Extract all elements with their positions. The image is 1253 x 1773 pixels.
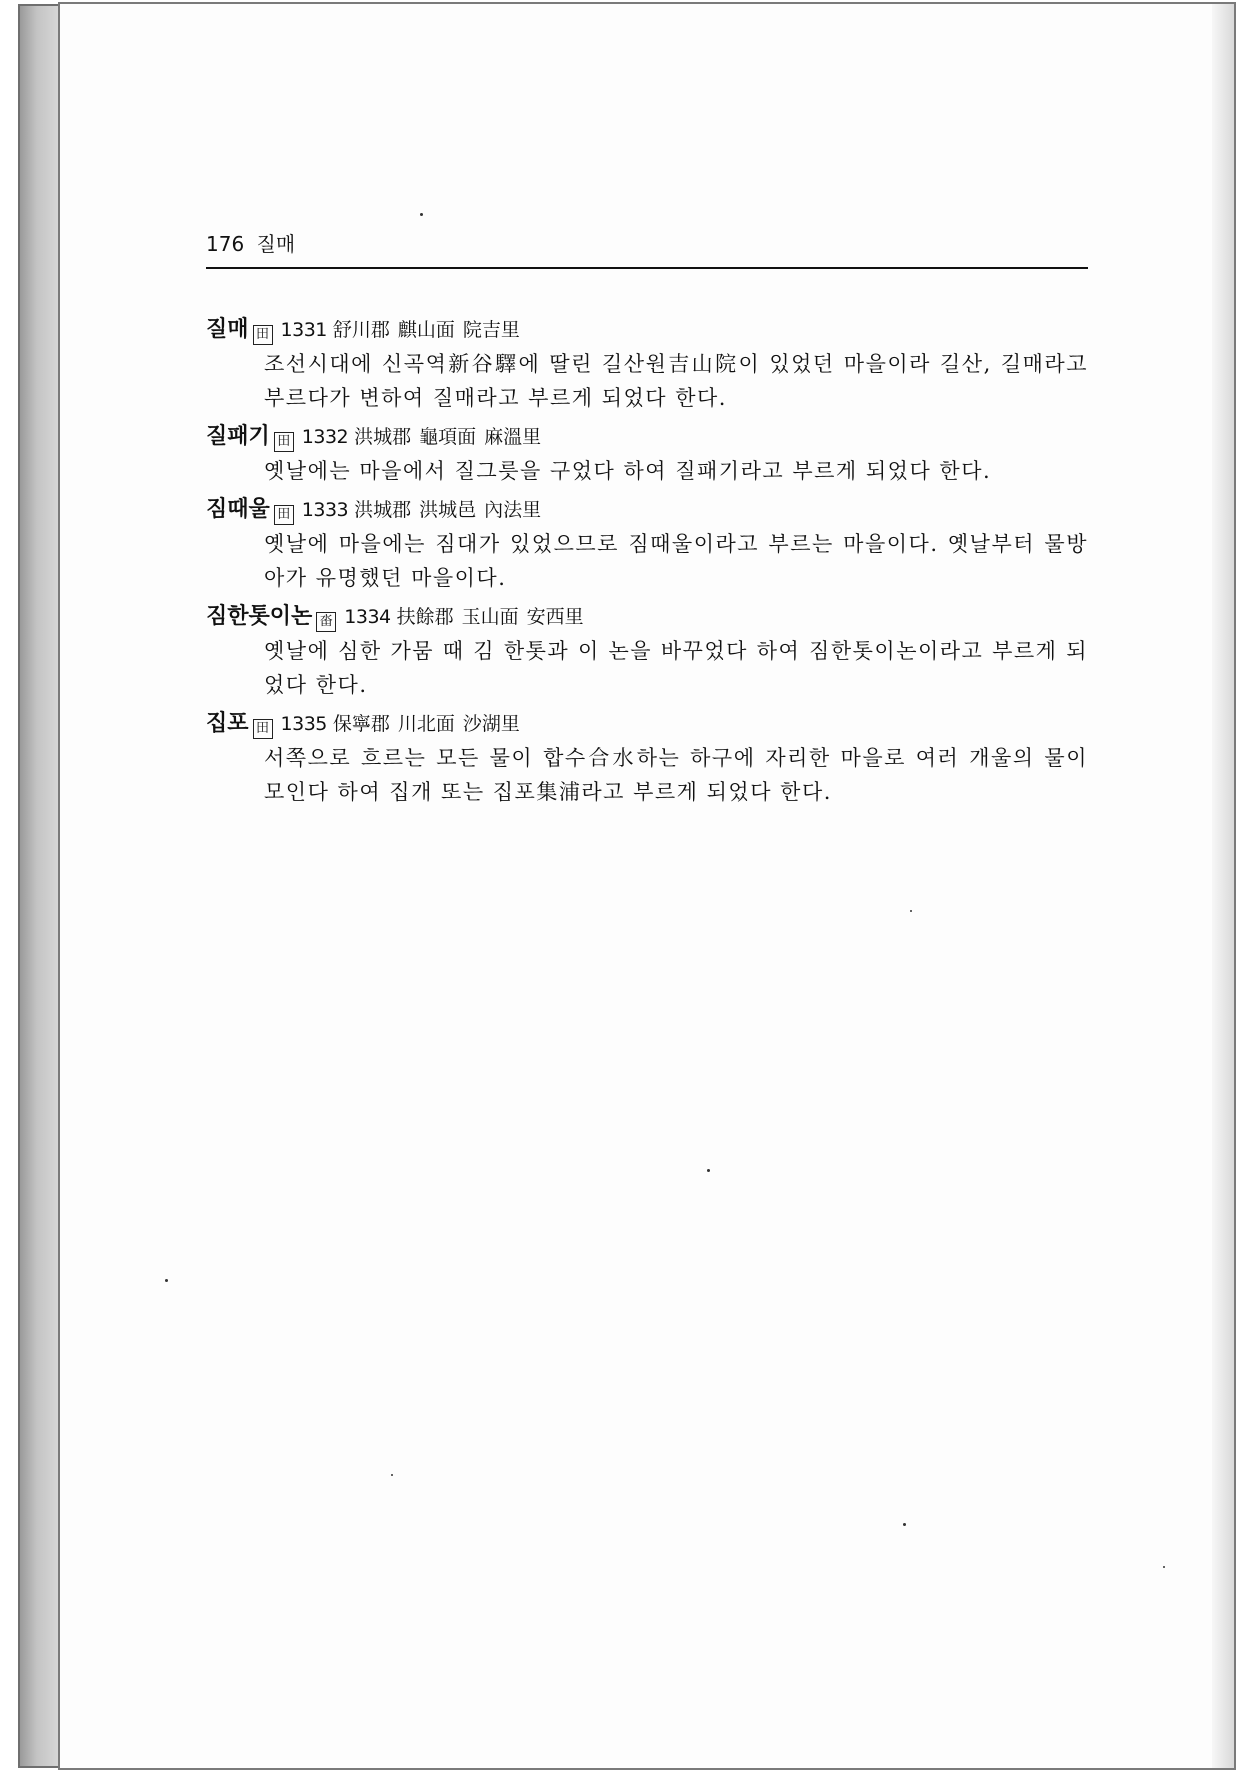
- entry: [206, 312, 1088, 415]
- entry-county: 舒川郡: [332, 319, 390, 341]
- entry-headline: [206, 419, 1088, 454]
- scan-speck: [903, 1523, 906, 1526]
- entry-headword: 짐한톳이논: [206, 603, 313, 629]
- entry-headline: [206, 706, 1088, 741]
- page-edge-shadow: [1212, 4, 1234, 1768]
- entry-code: 1335: [280, 713, 327, 735]
- entry-village: 沙湖里: [462, 713, 520, 735]
- entry-description: 조선시대에 신곡역新谷驛에 딸린 길산원吉山院이 있었던 마을이라 길산, 길매라고 부르다가 변하여 질매라고 부르게 되었다 한다.: [264, 352, 1088, 410]
- entry-code: 1332: [301, 426, 349, 448]
- scan-speck: [910, 910, 912, 912]
- scan-speck: [391, 1474, 393, 1476]
- scan-speck: [1163, 1566, 1165, 1568]
- entry: [206, 492, 1088, 595]
- entry-code: 1331: [280, 319, 327, 341]
- entry-township: 川北面: [397, 713, 455, 735]
- scan-speck: [165, 1279, 168, 1282]
- entry-county: 扶餘郡: [396, 606, 454, 628]
- entry-description: 옛날에 마을에는 짐대가 있었으므로 짐때울이라고 부르는 마을이다. 옛날부터 물방아가 유명했던 마을이다.: [264, 532, 1088, 590]
- entry-headword: 짐때울: [206, 496, 270, 522]
- entry-county: 洪城郡: [354, 499, 412, 521]
- scan-speck: [707, 1169, 710, 1172]
- field-mark-icon: 田: [274, 432, 294, 452]
- entry: [206, 706, 1088, 809]
- entry-county: 洪城郡: [354, 426, 412, 448]
- entry: [206, 419, 1088, 488]
- entry-village: 麻溫里: [484, 426, 542, 448]
- scan-speck: [420, 213, 423, 216]
- entry-headword: 질패기: [206, 423, 270, 449]
- running-title: 질매: [256, 232, 296, 256]
- field-mark-icon: 田: [274, 505, 294, 525]
- running-head: [206, 228, 1088, 269]
- paddy-mark-icon: 畓: [316, 612, 336, 632]
- entry-township: 龜項面: [419, 426, 477, 448]
- entry-description: 서쪽으로 흐르는 모든 물이 합수合水하는 하구에 자리한 마을로 여러 개울의 물이 모인다 하여 집개 또는 집포集浦라고 부르게 되었다 한다.: [264, 746, 1088, 804]
- entry-township: 玉山面: [461, 606, 519, 628]
- field-mark-icon: 田: [253, 325, 273, 345]
- page-number: 176: [206, 232, 245, 256]
- entry-headword: 집포: [206, 710, 249, 736]
- entry: [206, 599, 1088, 702]
- entry-township: 麒山面: [397, 319, 455, 341]
- entry-county: 保寧郡: [332, 713, 390, 735]
- entry-code: 1333: [301, 499, 349, 521]
- entry-village: 內法里: [484, 499, 542, 521]
- entry-township: 洪城邑: [419, 499, 477, 521]
- entry-headline: [206, 492, 1088, 527]
- book-spine: [18, 4, 60, 1768]
- entry-headword: 질매: [206, 316, 249, 342]
- entry-village: 院吉里: [462, 319, 520, 341]
- entry-code: 1334: [344, 606, 391, 628]
- entry-headline: [206, 312, 1088, 347]
- entry-description: 옛날에는 마을에서 질그릇을 구었다 하여 질패기라고 부르게 되었다 한다.: [264, 459, 992, 483]
- entry-list: [206, 312, 1088, 813]
- entry-village: 安西里: [526, 606, 584, 628]
- entry-headline: [206, 599, 1088, 634]
- field-mark-icon: 田: [253, 719, 273, 739]
- entry-description: 옛날에 심한 가뭄 때 김 한톳과 이 논을 바꾸었다 하여 짐한톳이논이라고 부르게 되었다 한다.: [264, 639, 1088, 697]
